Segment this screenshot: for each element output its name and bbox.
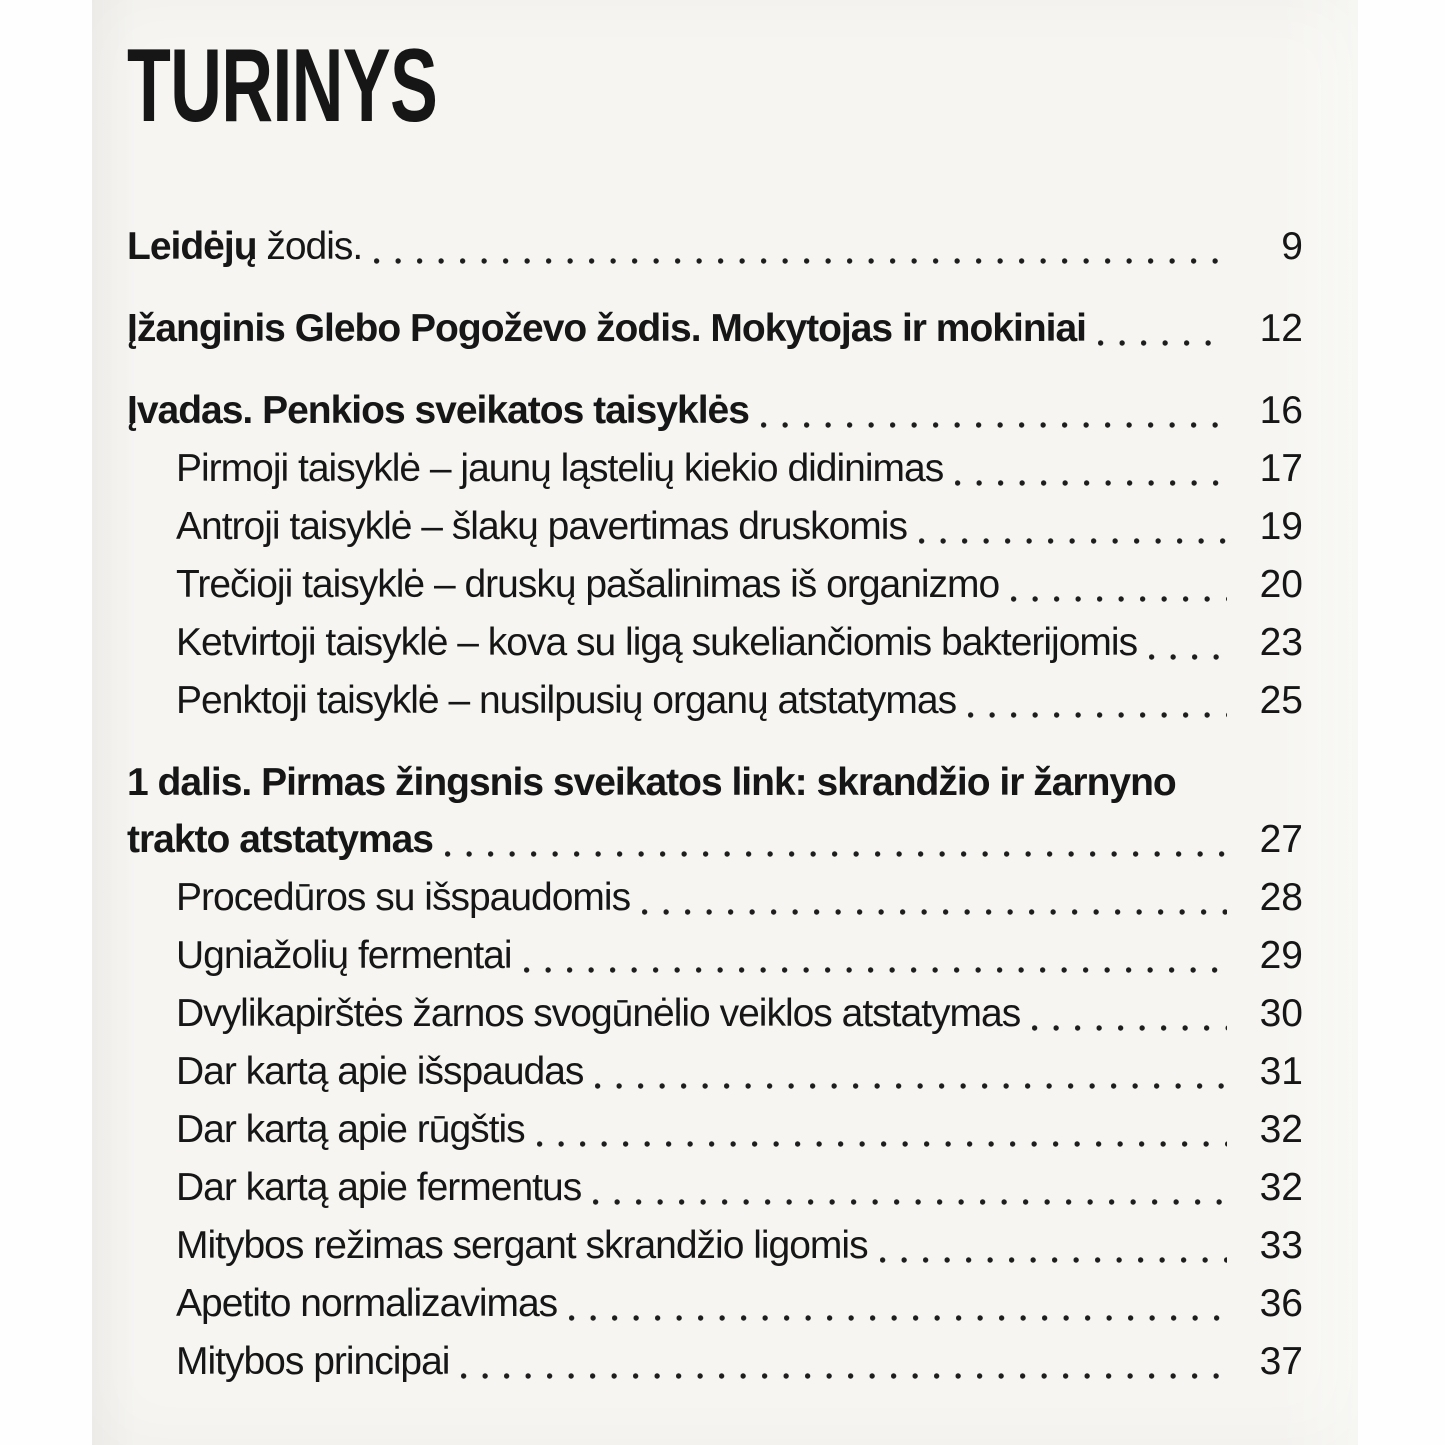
toc-entry <box>127 505 1303 549</box>
page-title-text: TURINYS <box>127 28 438 144</box>
dot-leader <box>919 538 1227 544</box>
toc-entry-page: 27 <box>1259 818 1303 861</box>
toc-entry-label: Dar kartą apie išspaudas <box>176 1050 584 1093</box>
toc-entry-label-bold: Leidėjų <box>127 225 257 268</box>
toc-entry-page: 16 <box>1259 389 1303 432</box>
toc <box>127 225 1303 1384</box>
toc-entry <box>127 389 1303 433</box>
dot-leader <box>593 1199 1227 1205</box>
dot-leader <box>880 1257 1227 1263</box>
toc-entry-label: trakto atstatymas <box>127 818 433 861</box>
toc-entry <box>127 992 1303 1036</box>
toc-entry-label: Mitybos principai <box>176 1340 450 1383</box>
toc-entry-label: Įvadas. Penkios sveikatos taisyklės <box>127 389 749 432</box>
toc-entry <box>127 1340 1303 1384</box>
toc-entry-label: Ugniažolių fermentai <box>176 934 512 977</box>
toc-entry <box>127 679 1303 723</box>
toc-entry-label: 1 dalis. Pirmas žingsnis sveikatos link: skrandžio ir žarnyno <box>127 761 1176 804</box>
toc-entry-label: žodis. <box>256 225 363 268</box>
toc-entry-label: Mitybos režimas sergant skrandžio ligomis <box>176 1224 868 1267</box>
toc-entry-label: Įžanginis Glebo Pogoževo žodis. Mokytojas ir mokiniai <box>127 307 1087 350</box>
toc-entry-label: Apetito normalizavimas <box>176 1282 558 1325</box>
toc-entry-label: Trečioji taisyklė – druskų pašalinimas iš organizmo <box>176 563 1000 606</box>
dot-leader <box>1011 596 1227 602</box>
toc-entry <box>127 621 1303 665</box>
page-title <box>127 28 1303 144</box>
toc-entry-label: Dar kartą apie fermentus <box>176 1166 582 1209</box>
toc-entry-label: Dar kartą apie rūgštis <box>176 1108 525 1151</box>
toc-entry-page: 33 <box>1259 1224 1303 1267</box>
toc-entry-page: 29 <box>1259 934 1303 977</box>
toc-entry <box>127 876 1303 920</box>
dot-leader <box>524 967 1227 973</box>
dot-leader <box>461 1373 1227 1379</box>
toc-entry-page: 28 <box>1259 876 1303 919</box>
toc-entry <box>127 934 1303 978</box>
toc-entry-page: 12 <box>1259 307 1303 350</box>
toc-entry-page: 17 <box>1259 447 1303 490</box>
dot-leader <box>1149 654 1227 660</box>
toc-entry-page: 37 <box>1259 1340 1303 1383</box>
dot-leader <box>761 422 1227 428</box>
dot-leader <box>1098 340 1227 346</box>
toc-entry-page: 20 <box>1259 563 1303 606</box>
toc-entry <box>127 1166 1303 1210</box>
toc-entry-label: Antroji taisyklė – šlakų pavertimas druskomis <box>176 505 907 548</box>
toc-entry-line1 <box>127 761 1303 805</box>
dot-leader <box>968 712 1227 718</box>
toc-entry-label: Ketvirtoji taisyklė – kova su ligą sukeliančiomis bakterijomis <box>176 621 1138 664</box>
toc-entry <box>127 307 1303 351</box>
dot-leader <box>374 258 1227 264</box>
dot-leader <box>569 1315 1227 1321</box>
toc-entry-page: 30 <box>1259 992 1303 1035</box>
dot-leader <box>955 480 1227 486</box>
dot-leader <box>445 851 1227 857</box>
toc-entry-label: Procedūros su išspaudomis <box>176 876 631 919</box>
toc-entry <box>127 447 1303 491</box>
toc-entry-label: Penktoji taisyklė – nusilpusių organų atstatymas <box>176 679 957 722</box>
toc-content <box>127 0 1303 1384</box>
toc-entry <box>127 1282 1303 1326</box>
toc-entry-multiline <box>127 761 1303 862</box>
toc-entry <box>127 1050 1303 1094</box>
toc-entry-label: Pirmoji taisyklė – jaunų ląstelių kiekio didinimas <box>176 447 944 490</box>
toc-entry-page: 31 <box>1259 1050 1303 1093</box>
toc-entry-page: 32 <box>1259 1166 1303 1209</box>
toc-entry-page: 19 <box>1259 505 1303 548</box>
toc-entry <box>127 225 1303 269</box>
toc-entry <box>127 1224 1303 1268</box>
toc-entry <box>127 1108 1303 1152</box>
toc-entry-page: 36 <box>1259 1282 1303 1325</box>
toc-entry-page: 32 <box>1259 1108 1303 1151</box>
toc-entry-page: 23 <box>1259 621 1303 664</box>
toc-entry-page: 9 <box>1281 225 1303 268</box>
dot-leader <box>1032 1025 1227 1031</box>
dot-leader <box>595 1083 1227 1089</box>
book-page-paper <box>92 0 1358 1445</box>
toc-entry-label: Dvylikapirštės žarnos svogūnėlio veiklos atstatymas <box>176 992 1021 1035</box>
dot-leader <box>642 909 1227 915</box>
dot-leader <box>537 1141 1227 1147</box>
toc-entry-line2 <box>127 818 1303 862</box>
toc-entry-page: 25 <box>1259 679 1303 722</box>
toc-entry <box>127 563 1303 607</box>
